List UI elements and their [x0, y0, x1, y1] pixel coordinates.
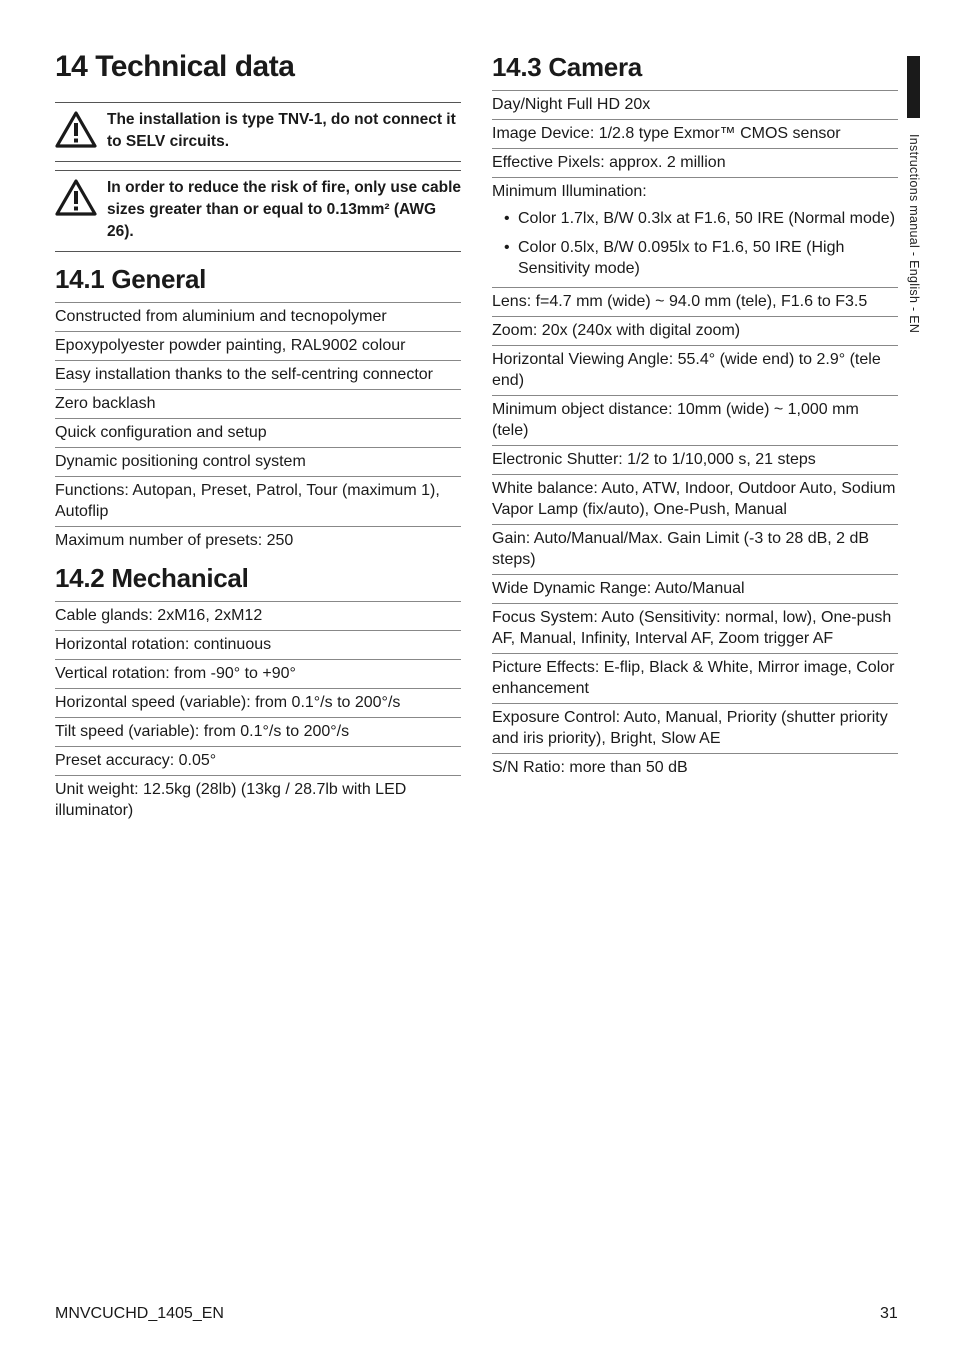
list-item: Dynamic positioning control system	[55, 448, 461, 477]
section-heading-camera: 14.3 Camera	[492, 52, 642, 82]
left-column	[55, 46, 461, 825]
list-item: Day/Night Full HD 20x	[492, 91, 898, 120]
list-item: Functions: Autopan, Preset, Patrol, Tour (maximum 1), Autoflip	[55, 477, 461, 527]
list-item: Effective Pixels: approx. 2 million	[492, 149, 898, 178]
list-item: Horizontal speed (variable): from 0.1°/s to 200°/s	[55, 689, 461, 718]
list-item: Preset accuracy: 0.05°	[55, 747, 461, 776]
side-label: Instructions manual - English - EN	[907, 134, 921, 334]
list-item: Image Device: 1/2.8 type Exmor™ CMOS sensor	[492, 120, 898, 149]
list-item: Epoxypolyester powder painting, RAL9002 colour	[55, 332, 461, 361]
bullet-icon: •	[504, 210, 510, 227]
page-title: 14 Technical data	[55, 50, 295, 83]
general-list	[55, 302, 461, 555]
footer-doc-code: MNVCUCHD_1405_EN	[55, 1305, 224, 1322]
list-item: Maximum number of presets: 250	[55, 532, 294, 549]
list-item: Zoom: 20x (240x with digital zoom)	[492, 317, 898, 346]
mechanical-list	[55, 601, 461, 825]
section-tab-marker	[907, 56, 920, 118]
list-item-min-illumination: Minimum Illumination:	[492, 183, 647, 200]
warning-triangle-icon	[55, 179, 97, 217]
list-item: Easy installation thanks to the self-centring connector	[55, 361, 461, 390]
list-item: Constructed from aluminium and tecnopolymer	[55, 303, 461, 332]
list-item: Lens: f=4.7 mm (wide) ~ 94.0 mm (tele), F1.6 to F3.5	[492, 288, 898, 317]
section-heading-mechanical: 14.2 Mechanical	[55, 563, 249, 593]
warning-text: The installation is type TNV-1, do not connect it to SELV circuits.	[107, 111, 456, 150]
list-item: Vertical rotation: from -90° to +90°	[55, 660, 461, 689]
list-item: Unit weight: 12.5kg (28lb) (13kg / 28.7lb with LED illuminator)	[55, 781, 407, 819]
warning-box	[55, 170, 461, 252]
list-item: Horizontal rotation: continuous	[55, 631, 461, 660]
list-item: Focus System: Auto (Sensitivity: normal, low), One-push AF, Manual, Infinity, Interval AF, Zoom trigger AF	[492, 604, 898, 654]
right-column	[492, 46, 898, 782]
list-item: Wide Dynamic Range: Auto/Manual	[492, 575, 898, 604]
min-illumination-bullets	[492, 204, 898, 288]
list-item: Tilt speed (variable): from 0.1°/s to 200°/s	[55, 718, 461, 747]
list-item: Quick configuration and setup	[55, 419, 461, 448]
warning-box	[55, 102, 461, 162]
bullet-item	[492, 233, 898, 283]
list-item: Zero backlash	[55, 390, 461, 419]
footer-page-number: 31	[880, 1305, 898, 1322]
warning-triangle-icon	[55, 111, 97, 149]
list-item: Gain: Auto/Manual/Max. Gain Limit (-3 to 28 dB, 2 dB steps)	[492, 525, 898, 575]
bullet-text: Color 1.7lx, B/W 0.3lx at F1.6, 50 IRE (Normal mode)	[518, 210, 896, 227]
bullet-icon: •	[504, 239, 510, 256]
warning-text: In order to reduce the risk of fire, only use cable sizes greater than or equal to 0.13mm² (AWG 26).	[107, 179, 462, 240]
list-item: S/N Ratio: more than 50 dB	[492, 759, 688, 776]
bullet-text: Color 0.5lx, B/W 0.095lx to F1.6, 50 IRE (High Sensitivity mode)	[518, 239, 845, 277]
section-heading-general: 14.1 General	[55, 264, 207, 294]
list-item: Horizontal Viewing Angle: 55.4° (wide end) to 2.9° (tele end)	[492, 346, 898, 396]
list-item: Picture Effects: E-flip, Black & White, Mirror image, Color enhancement	[492, 654, 898, 704]
list-item: Exposure Control: Auto, Manual, Priority (shutter priority and iris priority), Bright, Slow AE	[492, 704, 898, 754]
camera-list	[492, 90, 898, 782]
bullet-item	[492, 204, 898, 233]
list-item: Cable glands: 2xM16, 2xM12	[55, 602, 461, 631]
list-item: White balance: Auto, ATW, Indoor, Outdoor Auto, Sodium Vapor Lamp (fix/auto), One-Push, Manual	[492, 475, 898, 525]
list-item: Minimum object distance: 10mm (wide) ~ 1,000 mm (tele)	[492, 396, 898, 446]
list-item: Electronic Shutter: 1/2 to 1/10,000 s, 21 steps	[492, 446, 898, 475]
